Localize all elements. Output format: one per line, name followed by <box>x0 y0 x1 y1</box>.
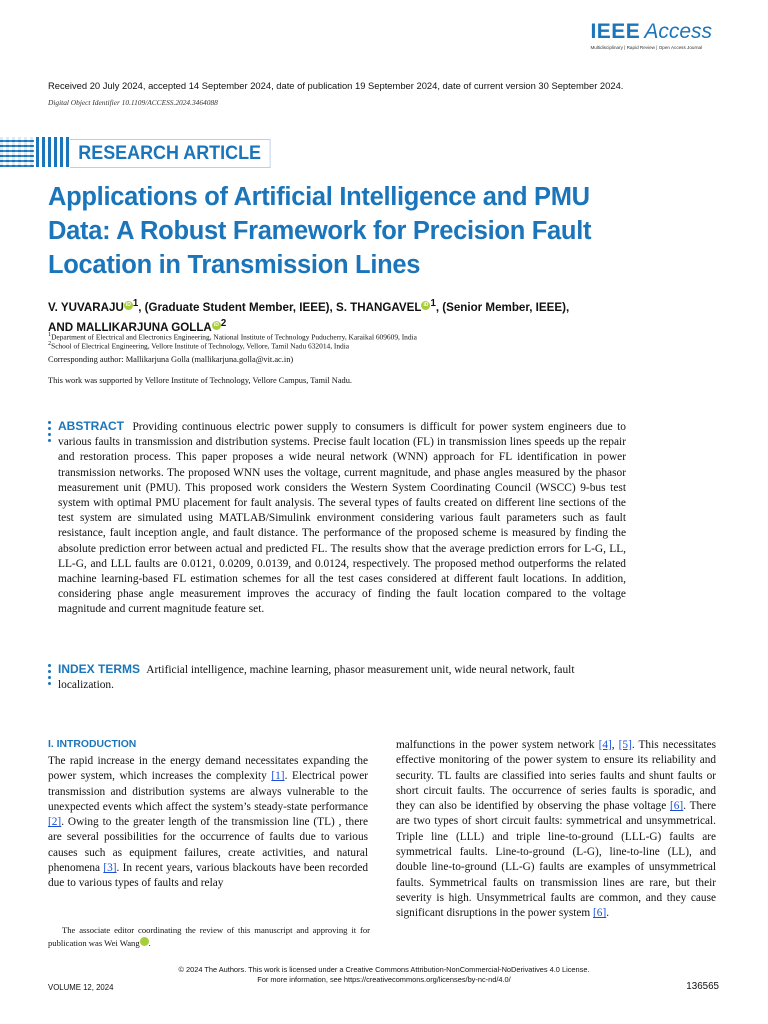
body-text: malfunctions in the power system network <box>396 739 599 751</box>
orcid-icon[interactable]: iD <box>140 937 149 946</box>
author-name: V. YUVARAJU <box>48 300 124 314</box>
abstract-heading: ABSTRACT <box>58 419 124 433</box>
citation-link[interactable]: [5] <box>618 739 632 751</box>
logo-access: Access <box>644 20 712 43</box>
section-heading-introduction: I. INTRODUCTION <box>48 739 137 750</box>
author-name: AND MALLIKARJUNA GOLLA <box>48 320 212 334</box>
editor-footnote: The associate editor coordinating the review of this manuscript and approving it for publication was Wei Wang iD. <box>48 925 370 948</box>
citation-link[interactable]: [6] <box>593 907 607 920</box>
affiliation-text: School of Electrical Engineering, Vellore Institute of Technology, Vellore, Tamil Nadu 632014, India <box>51 341 350 351</box>
orcid-icon[interactable]: iD <box>423 302 429 308</box>
body-text: . In recent years, various blackouts have been recorded due to various types of faults and relay <box>48 862 368 890</box>
citation-link[interactable]: [6] <box>670 800 684 813</box>
author-affil-sup: 1 <box>430 298 436 309</box>
author-affil-sup: 2 <box>220 317 227 329</box>
page-number: 136565 <box>686 981 719 992</box>
article-type-banner: RESEARCH ARTICLE <box>70 139 270 168</box>
volume-info: VOLUME 12, 2024 <box>48 983 114 992</box>
doi: Digital Object Identifier 10.1109/ACCESS.2024.3464088 <box>48 98 218 107</box>
abstract-text: Providing continuous electric power supply to consumers is difficult for power system engineers due to various faults in transmission and distribution systems. Precise fault location (FL) in transmission lines speeds up the repair and restoration process. This paper proposes a wide neural network (WNN) approach for FL identification in power transmission networks. The proposed WNN uses the voltage, current magnitude, and phase angles measured by the phasor measurement unit (PMU). This proposed work considers the Western System Coordinating Council (WSCC) 9-bus test system with optimal PMU placement for fault analysis. The several types of faults created on different line sections of the test system are simulated using MATLAB/Simulink environment considering various fault parameters such as fault resistance, fault inception angle, and fault distance. The performance of the proposed scheme is measured by finding the absolute prediction error between actual and predicted FL. The results show that the average prediction errors for L-G, LL, LL-G, and LLL faults are 0.0121, 0.0209, 0.0139, and 0.0124, respectively. The proposed method outperforms the related machine learning-based FL estimation schemes for all the test cases considered at different fault locations. In addition, considering phase angle measurement improves the accuracy of finding the fault location compared to the voltage magnitude and current magnitude feature set. <box>58 421 626 616</box>
footnote-text: The associate editor coordinating the review of this manuscript and approving it for publication was Wei Wang <box>48 925 370 948</box>
body-text: . This necessitates effective monitoring of the power system to ensure its reliability and security. TL faults are classified into series faults and shunt faults or short circuit faults. The occurrence of series faults is sporadic, and they can also be identified by observing the phase voltage <box>396 739 716 813</box>
logo-tagline: Multidisciplinary | Rapid Review | Open Access Journal <box>590 45 703 50</box>
citation-link[interactable]: [3] <box>103 862 117 875</box>
orcid-icon[interactable]: iD <box>213 321 219 328</box>
body-text: , <box>611 739 619 751</box>
index-terms-text: Artificial intelligence, machine learning, phasor measurement unit, wide neural network, fault localization. <box>58 664 575 692</box>
funding-note: This work was supported by Vellore Institute of Technology, Vellore Campus, Tamil Nadu. <box>48 376 352 385</box>
affiliation-sup: 2 <box>48 341 52 347</box>
author-name: S. THANGAVEL <box>335 300 422 314</box>
author-role: , (Senior Member, IEEE), <box>435 300 570 314</box>
abstract-marker <box>48 421 51 445</box>
author-affil-sup: 1 <box>132 298 139 309</box>
citation-link[interactable]: [2] <box>48 816 62 829</box>
affiliation-sup: 1 <box>48 332 52 338</box>
citation-link[interactable]: [4] <box>598 739 612 751</box>
author-list <box>48 296 648 336</box>
index-terms-heading: INDEX TERMS <box>58 662 141 676</box>
logo-ieee: IEEE <box>590 20 641 43</box>
index-terms <box>58 662 626 693</box>
body-text: . There are two types of short circuit faults: symmetrical and unsymmetrical. Triple line (LLL) and triple line-to-ground (LLL-G) faults are symmetrical faults. Line-to-ground (L-G), line-to-line (LL), and double line-to-ground (LL-G) faults are examples of unsymmetrical faults. Symmetrical faults on transmission lines are rare, but their severity is high. Unsymmetrical faults are common, and they cause significant disruptions in the power system <box>396 800 716 920</box>
affiliation-text: Department of Electrical and Electronics Engineering, National Institute of Technology Puducherry, Karaikal 609609, India <box>51 332 417 342</box>
abstract <box>58 419 626 618</box>
intro-column-1 <box>48 754 368 892</box>
journal-logo <box>590 20 712 50</box>
index-terms-marker <box>48 664 51 688</box>
body-text: . <box>606 907 610 920</box>
body-text: . Electrical power transmission and distribution systems are always vulnerable to the unexpected events which affect the system’s steady-state performance <box>48 770 368 813</box>
banner-dots <box>0 137 34 167</box>
corresponding-author: Corresponding author: Mallikarjuna Golla (mallikarjuna.golla@vit.ac.in) <box>48 355 294 364</box>
body-text: The rapid increase in the energy demand necessitates expanding the power system, which increases the complexity <box>48 755 368 783</box>
orcid-icon[interactable]: iD <box>125 302 131 308</box>
citation-link[interactable]: [1] <box>271 770 285 783</box>
author-role: , (Graduate Student Member, IEEE), <box>138 300 336 314</box>
affiliation-2 <box>48 340 748 350</box>
paper-title: Applications of Artificial Intelligence and PMU Data: A Robust Framework for Precision Fault Location in Transmission Lines <box>48 183 592 279</box>
intro-column-2 <box>396 738 716 922</box>
license-line-1: © 2024 The Authors. This work is licensed under a Creative Commons Attribution-NonCommercial-NoDerivatives 4.0 License. <box>178 965 590 974</box>
received-dates: Received 20 July 2024, accepted 14 September 2024, date of publication 19 September 2024, date of current version 30 September 2024. <box>48 80 624 91</box>
body-text: . Owing to the greater length of the transmission line (TL) , there are several possibilities for the occurrence of faults due to various causes such as equipment failures, create activities, and natural phenomena <box>48 816 368 875</box>
license-line-2[interactable]: For more information, see https://creativecommons.org/licenses/by-nc-nd/4.0/ <box>257 975 511 984</box>
